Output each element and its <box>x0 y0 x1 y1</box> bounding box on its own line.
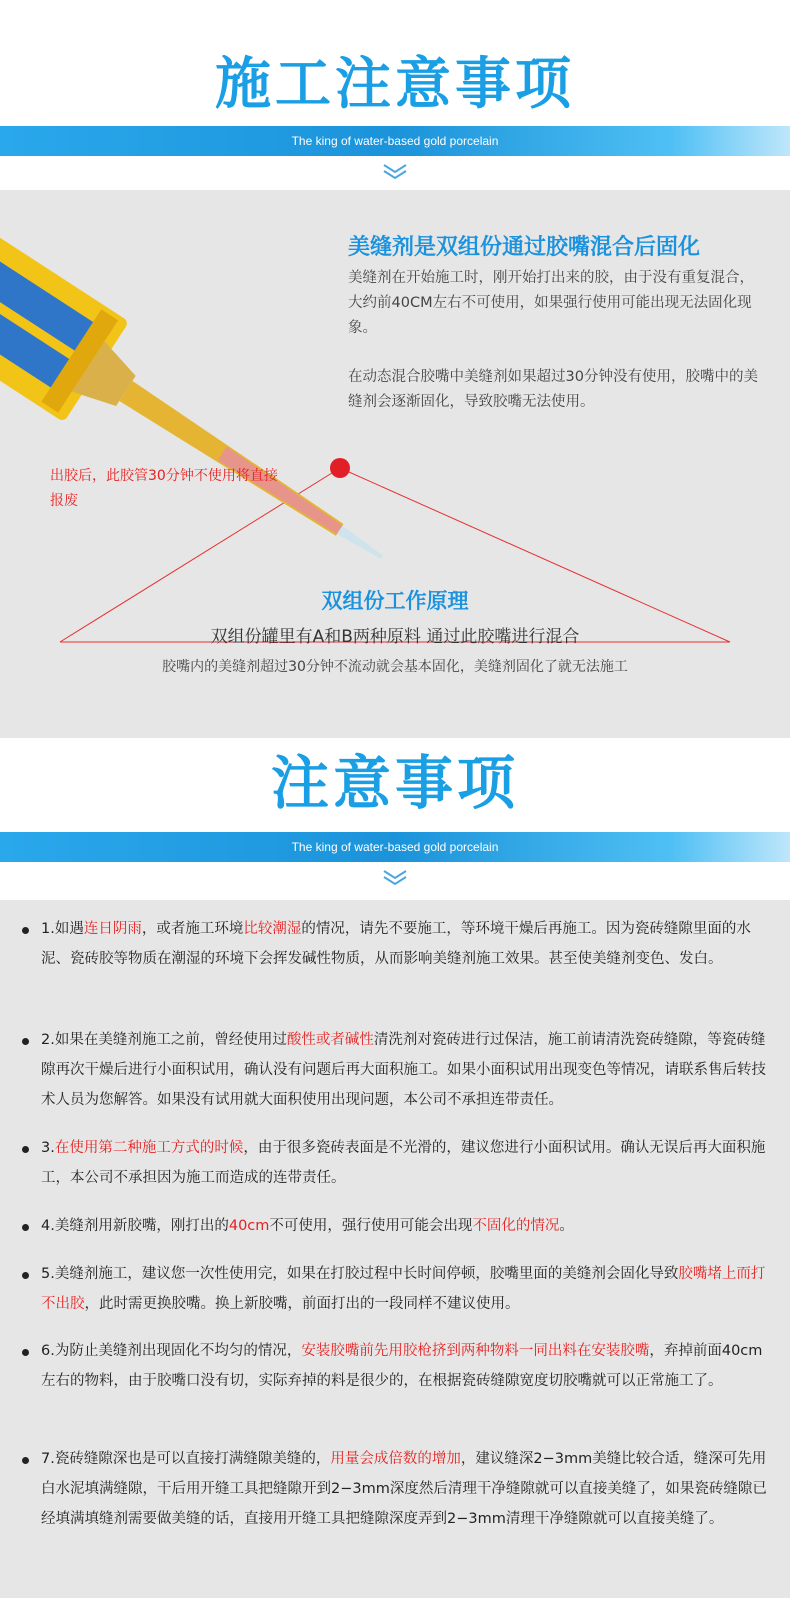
list-item <box>22 914 767 974</box>
list-item <box>22 1025 767 1115</box>
page-title: 施工注意事项 <box>215 52 575 117</box>
item-highlight: 酸性或者碱性 <box>286 1032 374 1048</box>
notes-section <box>0 900 790 1598</box>
notes-band: The king of water-based gold porcelain <box>0 832 790 862</box>
nozzle-paragraph: 在动态混合胶嘴中美缝剂如果超过30分钟没有使用，胶嘴中的美缝剂会逐渐固化，导致胶嘴无法使用。 <box>348 369 758 410</box>
item-text: 6.为防止美缝剂出现固化不均匀的情况， <box>41 1343 302 1359</box>
bullet-dot-icon <box>22 927 29 934</box>
item-highlight: 胶嘴堵上而打不出胶 <box>41 1266 766 1312</box>
item-text: ，或者施工环境 <box>141 921 244 937</box>
item-text: ，建议缝深2−3mm美缝比较合适，缝深可先用白水泥填满缝隙，干后用开缝工具把缝隙开到2−3mm深度然后清理干净缝隙就可以直接美缝了，如果瓷砖缝隙已经填满填缝剂需要做美缝的话，直接用开缝工具把缝隙深度弄到2−3mm清理干净缝隙就可以直接美缝了。 <box>41 1451 767 1527</box>
list-item <box>22 1259 767 1319</box>
item-highlight: 用量会成倍数的增加 <box>330 1451 461 1467</box>
item-highlight: 连日阴雨 <box>83 921 142 937</box>
item-text: 5.美缝剂施工，建议您一次性使用完，如果在打胶过程中长时间停顿，胶嘴里面的美缝剂会固化导致 <box>41 1266 679 1282</box>
chevron-down-double-icon <box>382 869 408 887</box>
list-item <box>22 1336 767 1396</box>
intro-paragraph: 美缝剂在开始施工时，刚开始打出来的胶，由于没有重复混合，大约前40CM左右不可使用，如果强行使用可能出现无法固化现象。 <box>348 270 754 336</box>
bullet-dot-icon <box>22 1038 29 1045</box>
bullet-dot-icon <box>22 1349 29 1356</box>
curing-note: 胶嘴内的美缝剂超过30分钟不流动就会基本固化，美缝剂固化了就无法施工 <box>162 659 628 675</box>
item-text: ，此时需更换胶嘴。换上新胶嘴，前面打出的一段同样不建议使用。 <box>84 1296 520 1312</box>
principle-line: 双组份罐里有A和B两种原料 通过此胶嘴进行混合 <box>210 627 580 647</box>
item-text: 2.如果在美缝剂施工之前，曾经使用过 <box>41 1032 287 1048</box>
item-highlight: 安装胶嘴前先用胶枪挤到两种物料一同出料在安装胶嘴 <box>301 1343 650 1359</box>
item-text: 清洗剂对瓷砖进行过保洁，施工前请清洗瓷砖缝隙，等瓷砖缝隙再次干燥后进行小面积试用，确认没有问题后再大面积施工。如果小面积试用出现变色等情况，请联系售后转技术人员为您解答。如果没有试用就大面积使用出现问题，本公司不承担连带责任。 <box>41 1032 766 1108</box>
bullet-dot-icon <box>22 1457 29 1464</box>
item-text: 7.瓷砖缝隙深也是可以直接打满缝隙美缝的， <box>41 1451 331 1467</box>
item-text: 不可使用，强行使用可能会出现 <box>269 1218 473 1234</box>
bullet-dot-icon <box>22 1272 29 1279</box>
section-title: 美缝剂是双组份通过胶嘴混合后固化 <box>348 235 701 260</box>
item-text: 1.如遇 <box>41 921 84 937</box>
item-text: ，由于很多瓷砖表面是不光滑的，建议您进行小面积试用。确认无误后再大面积施工，本公司不承担因为施工而造成的连带责任。 <box>41 1140 766 1186</box>
item-highlight: 不固化的情况 <box>472 1218 560 1234</box>
notes-title: 注意事项 <box>270 749 519 817</box>
bullet-dot-icon <box>22 1146 29 1153</box>
item-highlight: 40cm <box>228 1218 270 1234</box>
item-text: 的情况，请先不要施工，等环境干燥后再施工。因为瓷砖缝隙里面的水泥、瓷砖胶等物质在潮湿的环境下会挥发碱性物质，从而影响美缝剂施工效果。甚至使美缝剂变色、发白。 <box>41 921 751 967</box>
warning-note: 出胶后，此胶管30分钟不使用将直接报废 <box>50 468 278 509</box>
item-highlight: 在使用第二种施工方式的时候 <box>54 1140 244 1156</box>
item-text: 4.美缝剂用新胶嘴，刚打出的 <box>41 1218 229 1234</box>
item-text: ，弃掉前面40cm左右的物料，由于胶嘴口没有切，实际弃掉的料是很少的，在根据瓷砖缝隙宽度切胶嘴就可以正常施工了。 <box>41 1343 763 1389</box>
principle-title: 双组份工作原理 <box>321 589 469 613</box>
title-band: The king of water-based gold porcelain <box>0 126 790 156</box>
bullet-dot-icon <box>22 1224 29 1231</box>
list-item <box>22 1211 767 1241</box>
chevron-down-double-icon <box>382 163 408 181</box>
item-text: 。 <box>559 1218 574 1234</box>
item-text: 3. <box>41 1140 55 1156</box>
item-highlight: 比较潮湿 <box>243 921 302 937</box>
list-item <box>22 1444 767 1534</box>
two-component-section <box>0 190 790 738</box>
list-item <box>22 1133 767 1193</box>
